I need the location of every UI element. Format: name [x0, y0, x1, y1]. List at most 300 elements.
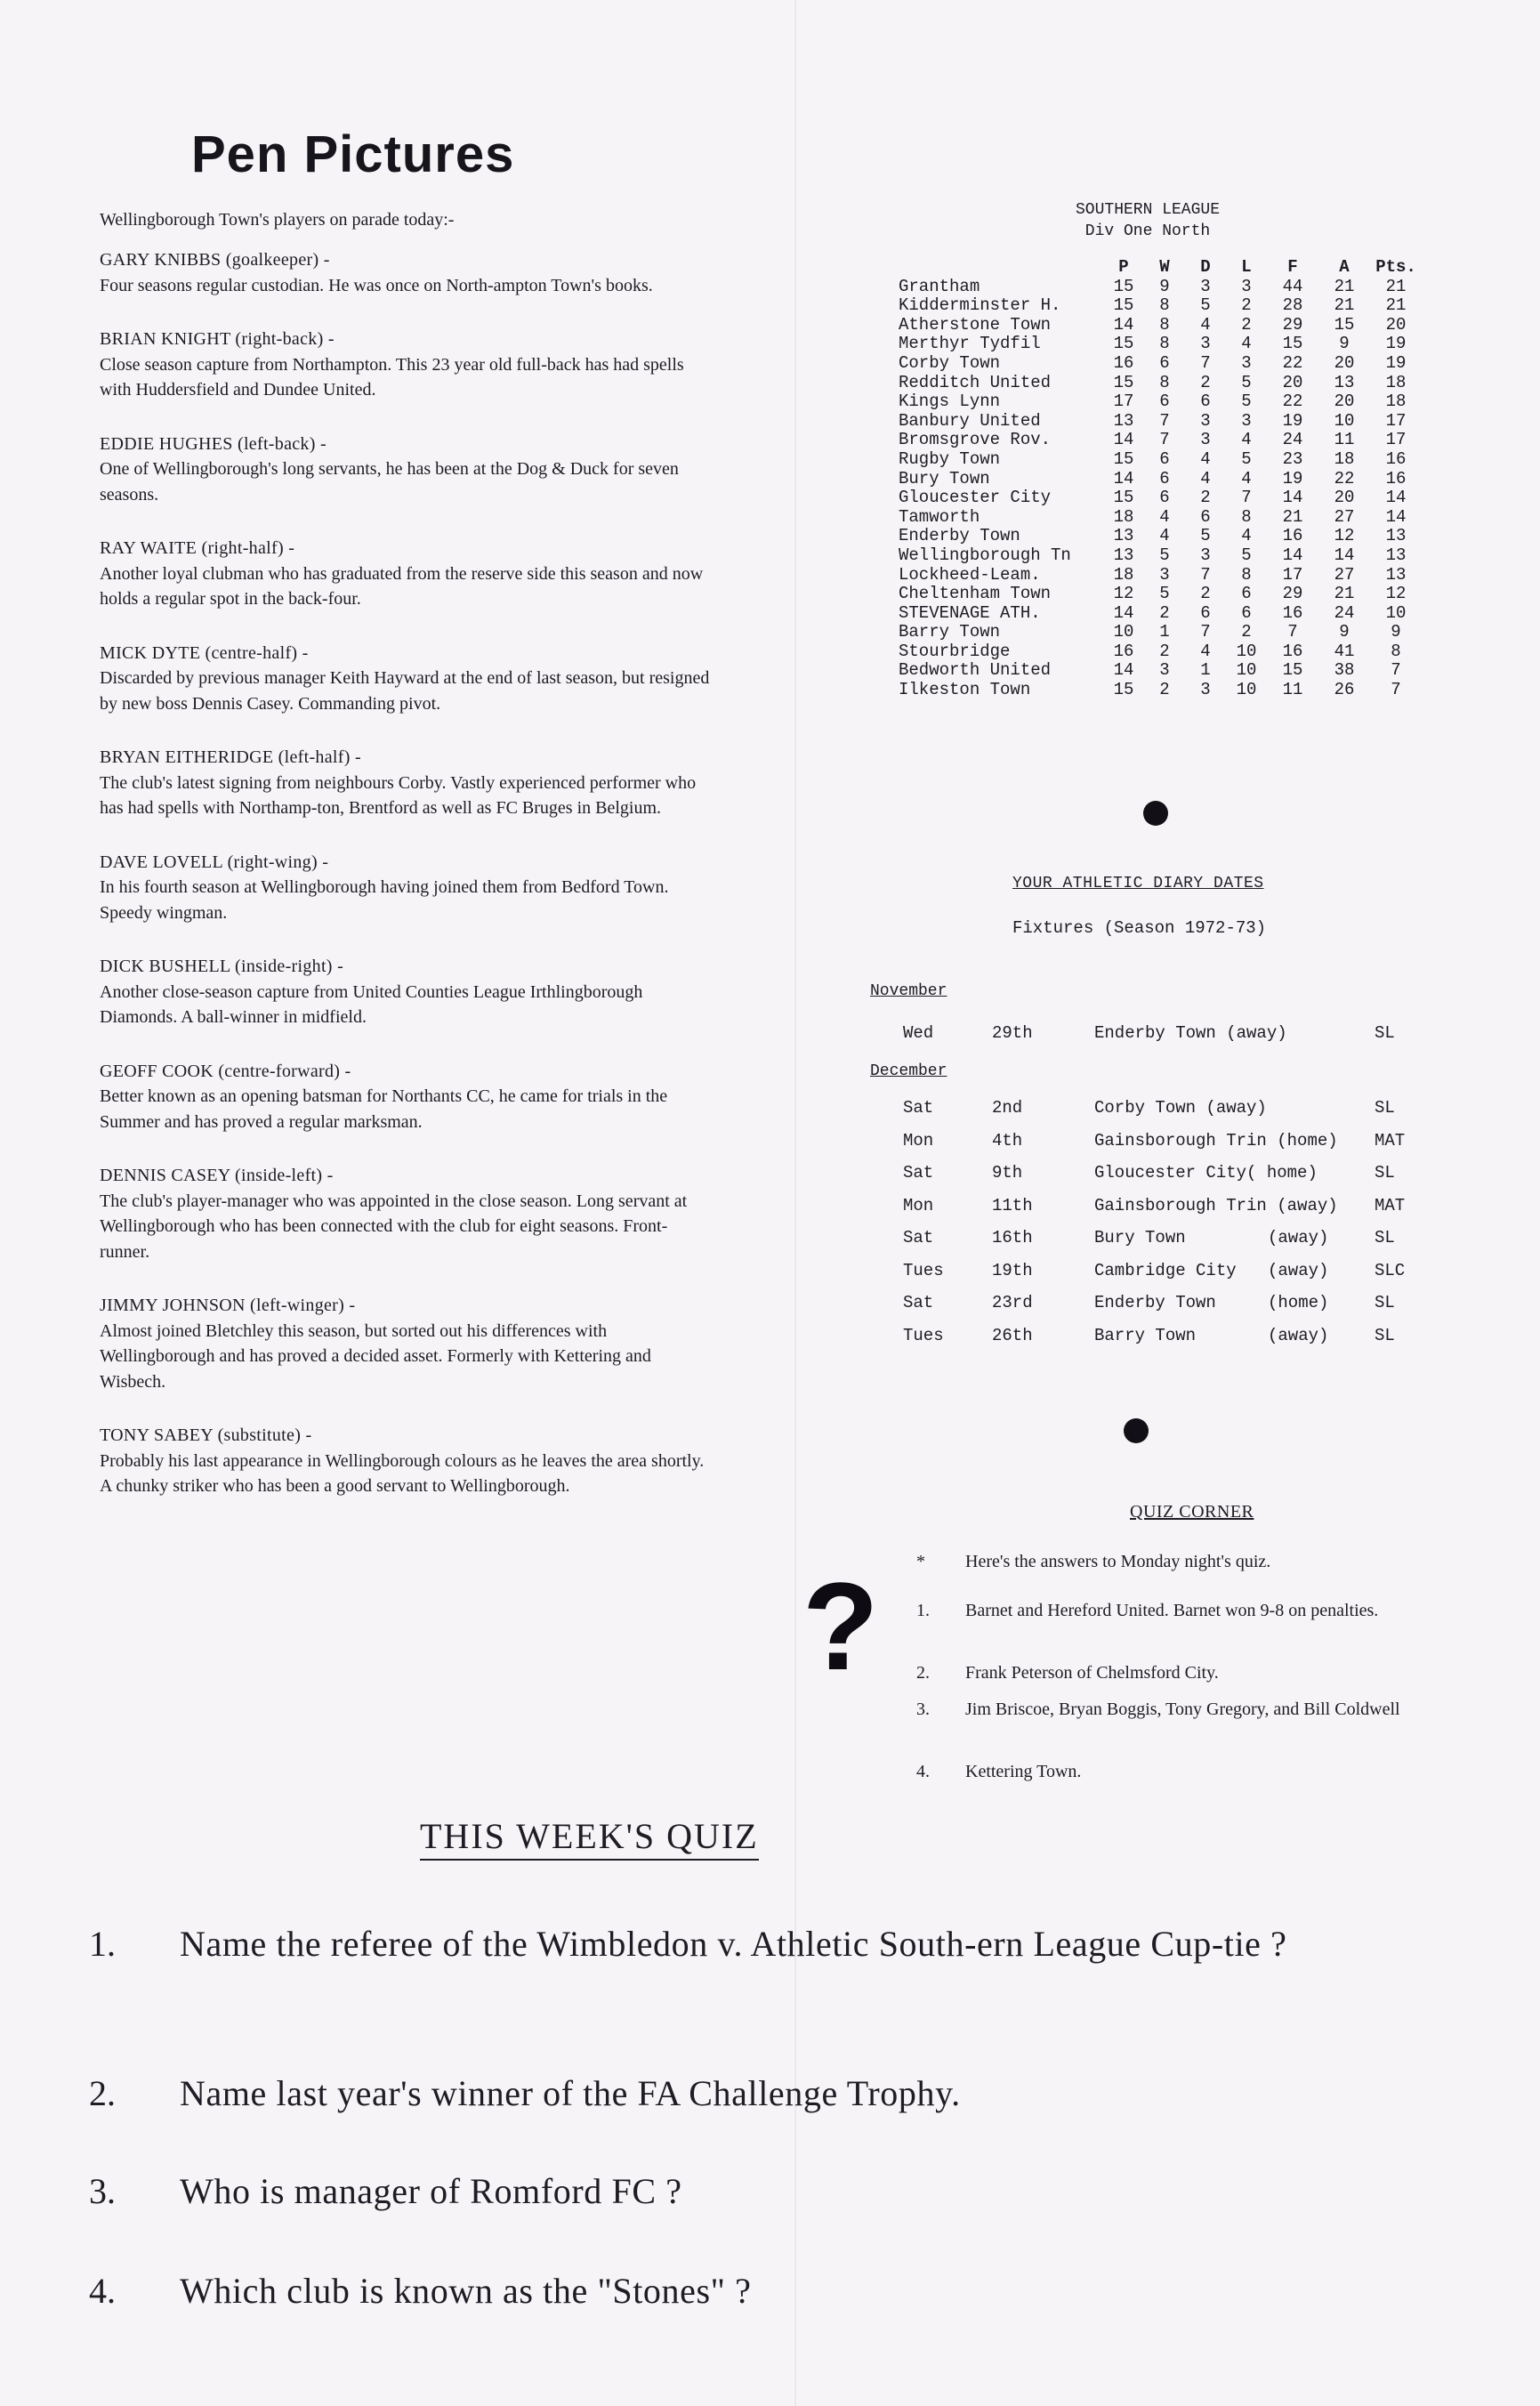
league-row [899, 450, 1422, 470]
team-stat: 9 [1391, 622, 1401, 642]
team-stat: 19 [1385, 334, 1407, 354]
player-profile [100, 1059, 714, 1135]
player-description: Another loyal clubman who has graduated from the reserve side this season and now holds a regular spot in the back-four. [100, 563, 704, 609]
team-stat: 6 [1159, 448, 1170, 469]
player-description: Four seasons regular custodian. He was once on North-ampton Town's books. [100, 275, 653, 295]
team-stat: 10 [1113, 622, 1134, 642]
team-name: Merthyr Tydfil [899, 334, 1041, 354]
fixture-opponent: Gainsborough Trin (home) [1094, 1130, 1338, 1151]
fixture-opponent: Bury Town [1094, 1228, 1186, 1247]
player-name: GARY KNIBBS (goalkeeper) - [100, 250, 330, 270]
bullet-dot-icon [1143, 801, 1168, 826]
team-stat: 22 [1334, 468, 1355, 488]
team-stat: 14 [1385, 506, 1407, 527]
team-stat: 3 [1159, 660, 1170, 681]
answer-number: 4. [916, 1762, 930, 1781]
league-row [899, 661, 1422, 681]
team-stat: 14 [1113, 468, 1134, 488]
fixture-row [867, 1131, 1419, 1159]
quiz-answer [916, 1599, 1495, 1623]
team-stat: 3 [1200, 545, 1211, 565]
fixture-venue: (away) [1268, 1325, 1329, 1345]
team-stat: 7 [1391, 680, 1401, 700]
team-stat: 8 [1241, 506, 1252, 527]
team-stat: 26 [1334, 680, 1355, 700]
team-name: Grantham [899, 276, 980, 296]
team-name: Tamworth [899, 506, 980, 527]
fixture-date: 9th [992, 1163, 1023, 1183]
team-stat: 21 [1385, 276, 1407, 296]
team-stat: 22 [1282, 392, 1303, 412]
league-row [899, 681, 1422, 700]
column-header: L [1241, 257, 1252, 277]
team-stat: 20 [1385, 314, 1407, 335]
team-name: Redditch United [899, 372, 1052, 392]
team-stat: 2 [1241, 314, 1252, 335]
fixture-day: Tues [903, 1325, 944, 1345]
team-stat: 6 [1159, 352, 1170, 373]
team-stat: 4 [1200, 314, 1211, 335]
question-mark-icon: ? [802, 1556, 879, 1696]
question-number: 2. [89, 2073, 116, 2113]
player-profile [100, 1293, 714, 1394]
quiz-answer [916, 1698, 1495, 1722]
player-name: DICK BUSHELL (inside-right) - [100, 957, 344, 976]
team-stat: 7 [1241, 488, 1252, 508]
column-header: Pts. [1375, 257, 1416, 277]
team-stat: 15 [1113, 448, 1134, 469]
league-row [899, 546, 1422, 566]
team-stat: 8 [1391, 641, 1401, 661]
column-header: P [1118, 257, 1129, 277]
pen-pictures-intro: Wellingborough Town's players on parade today:- [100, 210, 455, 230]
team-stat: 5 [1241, 392, 1252, 412]
league-row [899, 508, 1422, 528]
team-stat: 13 [1334, 372, 1355, 392]
player-profile [100, 745, 714, 821]
team-stat: 4 [1159, 506, 1170, 527]
team-stat: 5 [1241, 448, 1252, 469]
fixture-venue: (away) [1268, 1228, 1329, 1247]
team-stat: 21 [1334, 295, 1355, 316]
team-stat: 14 [1113, 602, 1134, 623]
pen-pictures-title: Pen Pictures [191, 125, 515, 183]
fixture-venue: (home) [1268, 1293, 1329, 1312]
team-name: STEVENAGE ATH. [899, 602, 1041, 623]
team-stat: 15 [1113, 295, 1134, 316]
team-stat: 4 [1200, 468, 1211, 488]
question-text: Name last year's winner of the FA Challenge Trophy. [180, 2073, 961, 2113]
fixture-row [867, 1326, 1419, 1354]
team-stat: 16 [1282, 602, 1303, 623]
league-table [899, 258, 1422, 700]
player-name: DENNIS CASEY (inside-left) - [100, 1166, 334, 1185]
team-stat: 2 [1159, 641, 1170, 661]
team-stat: 21 [1334, 276, 1355, 296]
team-stat: 12 [1334, 526, 1355, 546]
question-number: 4. [89, 2271, 116, 2311]
league-row [899, 431, 1422, 450]
team-stat: 4 [1200, 448, 1211, 469]
page-fold [794, 0, 796, 2406]
team-stat: 7 [1200, 564, 1211, 585]
weeks-quiz-title: THIS WEEK'S QUIZ [420, 1815, 759, 1861]
fixture-competition: SLC [1375, 1260, 1406, 1280]
player-description: One of Wellingborough's long servants, he has been at the Dog & Duck for seven seasons. [100, 459, 679, 505]
team-stat: 20 [1334, 488, 1355, 508]
team-stat: 5 [1241, 372, 1252, 392]
team-name: Corby Town [899, 352, 1001, 373]
team-stat: 6 [1241, 584, 1252, 604]
team-name: Gloucester City [899, 488, 1052, 508]
quiz-answer [916, 1661, 1495, 1685]
league-row [899, 392, 1422, 412]
team-stat: 15 [1113, 488, 1134, 508]
player-name: GEOFF COOK (centre-forward) - [100, 1061, 351, 1081]
quiz-question [89, 1920, 1379, 1968]
team-stat: 13 [1385, 564, 1407, 585]
team-stat: 3 [1200, 680, 1211, 700]
team-stat: 13 [1113, 526, 1134, 546]
player-name: TONY SABEY (substitute) - [100, 1425, 312, 1445]
answer-number: 1. [916, 1601, 930, 1620]
answer-number: 2. [916, 1663, 930, 1683]
team-stat: 6 [1200, 602, 1211, 623]
team-stat: 21 [1385, 295, 1407, 316]
team-stat: 21 [1334, 584, 1355, 604]
player-description: In his fourth season at Wellingborough having joined them from Bedford Town. Speedy wingman. [100, 877, 669, 923]
fixture-competition: SL [1375, 1325, 1395, 1345]
team-stat: 15 [1113, 680, 1134, 700]
question-number: 1. [89, 1924, 116, 1964]
team-stat: 2 [1200, 372, 1211, 392]
league-row [899, 642, 1422, 662]
team-stat: 8 [1241, 564, 1252, 585]
team-stat: 16 [1385, 468, 1407, 488]
player-profile [100, 432, 714, 508]
team-stat: 9 [1339, 622, 1350, 642]
question-text: Who is manager of Romford FC ? [180, 2171, 682, 2211]
team-stat: 4 [1159, 526, 1170, 546]
team-stat: 7 [1287, 622, 1298, 642]
player-list [100, 247, 714, 1528]
league-row [899, 566, 1422, 585]
team-column-header [899, 258, 1103, 278]
quiz-question [89, 2070, 1379, 2118]
player-description: Another close-season capture from United Counties League Irthlingborough Diamonds. A ball-winner in midfield. [100, 981, 643, 1027]
team-stat: 19 [1385, 352, 1407, 373]
team-name: Ilkeston Town [899, 680, 1031, 700]
fixture-row [867, 1261, 1419, 1289]
fixture-row [867, 1293, 1419, 1321]
team-stat: 8 [1159, 295, 1170, 316]
team-stat: 6 [1159, 468, 1170, 488]
team-name: Kidderminster H. [899, 295, 1061, 316]
team-stat: 17 [1113, 392, 1134, 412]
team-stat: 15 [1113, 334, 1134, 354]
team-stat: 29 [1282, 584, 1303, 604]
team-stat: 3 [1241, 352, 1252, 373]
fixture-day: Sat [903, 1293, 934, 1312]
player-description: The club's player-manager who was appointed in the close season. Long servant at Wellingborough who has been connected with the club for eight seasons. Front-runner. [100, 1191, 688, 1262]
team-stat: 14 [1334, 545, 1355, 565]
fixture-row [867, 1196, 1419, 1224]
league-row [899, 527, 1422, 546]
team-stat: 5 [1241, 545, 1252, 565]
fixture-competition: SL [1375, 1228, 1395, 1247]
team-name: Banbury United [899, 410, 1041, 431]
player-profile [100, 850, 714, 926]
fixture-day: Sat [903, 1163, 934, 1183]
answer-number: 3. [916, 1700, 930, 1719]
team-name: Enderby Town [899, 526, 1020, 546]
player-name: BRIAN KNIGHT (right-back) - [100, 329, 335, 349]
player-description: Probably his last appearance in Wellingborough colours as he leaves the area shortly. A chunky striker who has been a good servant to Wellingborough. [100, 1450, 705, 1496]
team-stat: 16 [1282, 526, 1303, 546]
question-text: Name the referee of the Wimbledon v. Athletic South-ern League Cup-tie ? [180, 1924, 1287, 1964]
team-stat: 29 [1282, 314, 1303, 335]
team-stat: 11 [1334, 430, 1355, 450]
team-stat: 4 [1200, 641, 1211, 661]
fixture-day: Tues [903, 1260, 944, 1280]
column-header: W [1159, 257, 1170, 277]
team-stat: 5 [1200, 295, 1211, 316]
team-stat: 24 [1334, 602, 1355, 623]
team-name: Cheltenham Town [899, 584, 1052, 604]
player-description: Discarded by previous manager Keith Hayward at the end of last season, but resigned by new boss Dennis Casey. Commanding pivot. [100, 668, 710, 714]
answer-text: Frank Peterson of Chelmsford City. [965, 1663, 1219, 1683]
fixture-date: 2nd [992, 1098, 1023, 1118]
player-profile [100, 536, 714, 612]
quiz-intro-text: Here's the answers to Monday night's quiz. [965, 1552, 1271, 1571]
fixture-venue: (away) [1268, 1260, 1329, 1280]
team-stat: 17 [1385, 430, 1407, 450]
team-stat: 1 [1200, 660, 1211, 681]
team-stat: 3 [1200, 410, 1211, 431]
player-name: DAVE LOVELL (right-wing) - [100, 852, 329, 872]
fixture-day: Sat [903, 1098, 934, 1118]
fixture-opponent: Enderby Town (away) [1094, 1023, 1287, 1043]
team-stat: 7 [1159, 410, 1170, 431]
fixture-opponent: Corby Town (away) [1094, 1098, 1267, 1118]
answer-text: Barnet and Hereford United. Barnet won 9-8 on penalties. [965, 1601, 1379, 1620]
fixture-date: 19th [992, 1260, 1033, 1280]
league-row [899, 412, 1422, 432]
team-stat: 4 [1241, 334, 1252, 354]
player-profile [100, 641, 714, 717]
player-profile [100, 1163, 714, 1264]
team-stat: 3 [1241, 410, 1252, 431]
team-stat: 16 [1385, 448, 1407, 469]
answer-text: Jim Briscoe, Bryan Boggis, Tony Gregory, and Bill Coldwell [965, 1700, 1400, 1719]
team-stat: 2 [1159, 602, 1170, 623]
question-text: Which club is known as the "Stones" ? [180, 2271, 752, 2311]
player-name: BRYAN EITHERIDGE (left-half) - [100, 747, 361, 767]
league-row [899, 488, 1422, 508]
team-stat: 12 [1385, 584, 1407, 604]
fixture-competition: SL [1375, 1163, 1395, 1183]
player-name: EDDIE HUGHES (left-back) - [100, 433, 327, 454]
team-stat: 7 [1391, 660, 1401, 681]
team-stat: 4 [1241, 430, 1252, 450]
quiz-question [89, 2267, 1379, 2315]
team-name: Atherstone Town [899, 314, 1052, 335]
fixture-date: 29th [992, 1023, 1033, 1043]
team-stat: 14 [1282, 545, 1303, 565]
player-description: The club's latest signing from neighbours Corby. Vastly experienced performer who has had spells with Northamp-ton, Brentford as well as FC Bruges in Belgium. [100, 772, 697, 818]
league-heading [1032, 199, 1263, 242]
team-stat: 15 [1282, 660, 1303, 681]
league-row [899, 278, 1422, 297]
team-stat: 24 [1282, 430, 1303, 450]
team-stat: 23 [1282, 448, 1303, 469]
player-description: Almost joined Bletchley this season, but sorted out his differences with Wellingborough and has proved a decided asset. Formerly with Kettering and Wisbech. [100, 1320, 651, 1392]
team-stat: 13 [1113, 410, 1134, 431]
player-profile [100, 1423, 714, 1499]
fixture-row [867, 1228, 1419, 1256]
team-stat: 3 [1200, 276, 1211, 296]
quiz-corner-title: QUIZ CORNER [1130, 1502, 1254, 1522]
team-stat: 6 [1200, 392, 1211, 412]
team-stat: 8 [1159, 372, 1170, 392]
league-title: SOUTHERN LEAGUE [1075, 201, 1221, 219]
team-stat: 14 [1113, 314, 1134, 335]
column-header: D [1200, 257, 1211, 277]
league-row [899, 354, 1422, 374]
team-stat: 19 [1282, 468, 1303, 488]
team-stat: 20 [1334, 392, 1355, 412]
team-stat: 13 [1385, 545, 1407, 565]
team-stat: 15 [1334, 314, 1355, 335]
league-row [899, 623, 1422, 642]
fixture-day: Wed [903, 1023, 934, 1043]
team-stat: 8 [1159, 334, 1170, 354]
team-stat: 16 [1113, 641, 1134, 661]
fixture-date: 4th [992, 1130, 1023, 1151]
team-stat: 5 [1200, 526, 1211, 546]
quiz-answer [916, 1760, 1495, 1784]
fixture-competition: MAT [1375, 1195, 1406, 1215]
fixture-date: 11th [992, 1195, 1033, 1215]
fixture-row [867, 1098, 1419, 1126]
player-name: RAY WAITE (right-half) - [100, 538, 295, 558]
quiz-intro-bullet: * [916, 1552, 925, 1571]
team-stat: 22 [1282, 352, 1303, 373]
question-number: 3. [89, 2171, 116, 2211]
team-stat: 18 [1385, 392, 1407, 412]
fixture-competition: SL [1375, 1023, 1395, 1043]
column-header: A [1339, 257, 1350, 277]
fixture-opponent: Gainsborough Trin (away) [1094, 1195, 1338, 1215]
team-stat: 10 [1236, 641, 1257, 661]
team-stat: 7 [1159, 430, 1170, 450]
team-stat: 10 [1236, 680, 1257, 700]
league-row [899, 585, 1422, 604]
team-stat: 17 [1282, 564, 1303, 585]
team-stat: 15 [1113, 372, 1134, 392]
fixture-competition: SL [1375, 1098, 1395, 1118]
team-stat: 15 [1113, 276, 1134, 296]
team-stat: 9 [1159, 276, 1170, 296]
team-stat: 8 [1159, 314, 1170, 335]
player-profile [100, 954, 714, 1030]
team-stat: 3 [1200, 430, 1211, 450]
team-stat: 15 [1282, 334, 1303, 354]
team-stat: 16 [1113, 352, 1134, 373]
team-stat: 16 [1282, 641, 1303, 661]
quiz-corner-intro [916, 1550, 1495, 1574]
team-stat: 38 [1334, 660, 1355, 681]
team-stat: 17 [1385, 410, 1407, 431]
league-rows [899, 278, 1422, 700]
team-stat: 6 [1241, 602, 1252, 623]
diary-subtitle: Fixtures (Season 1972-73) [1012, 918, 1267, 938]
player-name: JIMMY JOHNSON (left-winger) - [100, 1296, 356, 1315]
fixture-date: 16th [992, 1228, 1033, 1247]
player-description: Better known as an opening batsman for Northants CC, he came for trials in the Summer and has proved a regular marksman. [100, 1086, 668, 1132]
fixture-date: 23rd [992, 1293, 1033, 1312]
league-row [899, 470, 1422, 489]
player-name: MICK DYTE (centre-half) - [100, 642, 309, 663]
team-stat: 27 [1334, 564, 1355, 585]
team-stat: 20 [1282, 372, 1303, 392]
fixture-opponent: Enderby Town [1094, 1293, 1216, 1312]
league-division: Div One North [1084, 222, 1211, 240]
team-name: Kings Lynn [899, 392, 1001, 412]
team-stat: 21 [1282, 506, 1303, 527]
team-stat: 3 [1200, 334, 1211, 354]
player-description: Close season capture from Northampton. This 23 year old full-back has had spells with Huddersfield and Dundee United. [100, 354, 684, 400]
team-stat: 14 [1385, 488, 1407, 508]
team-stat: 3 [1241, 276, 1252, 296]
fixture-day: Sat [903, 1228, 934, 1247]
fixture-competition: MAT [1375, 1130, 1406, 1151]
league-row [899, 316, 1422, 335]
league-row [899, 374, 1422, 393]
team-stat: 6 [1159, 392, 1170, 412]
team-stat: 7 [1200, 352, 1211, 373]
team-name: Stourbridge [899, 641, 1011, 661]
team-stat: 2 [1159, 680, 1170, 700]
player-profile [100, 247, 714, 298]
fixture-row [867, 1023, 1419, 1052]
team-stat: 10 [1236, 660, 1257, 681]
team-stat: 2 [1241, 622, 1252, 642]
team-stat: 19 [1282, 410, 1303, 431]
team-stat: 13 [1385, 526, 1407, 546]
league-row [899, 296, 1422, 316]
team-stat: 5 [1159, 584, 1170, 604]
team-stat: 9 [1339, 334, 1350, 354]
team-stat: 18 [1334, 448, 1355, 469]
team-stat: 12 [1113, 584, 1134, 604]
team-stat: 10 [1385, 602, 1407, 623]
team-name: Bury Town [899, 468, 990, 488]
team-stat: 2 [1200, 488, 1211, 508]
fixture-competition: SL [1375, 1293, 1395, 1312]
month-label-november: November [870, 982, 947, 1000]
fixture-opponent: Gloucester City( home) [1094, 1163, 1318, 1183]
team-name: Bromsgrove Rov. [899, 430, 1052, 450]
team-stat: 18 [1113, 506, 1134, 527]
team-stat: 28 [1282, 295, 1303, 316]
team-stat: 4 [1241, 526, 1252, 546]
team-name: Wellingborough Tn [899, 545, 1071, 565]
team-stat: 2 [1241, 295, 1252, 316]
team-stat: 5 [1159, 545, 1170, 565]
team-stat: 14 [1113, 660, 1134, 681]
answer-text: Kettering Town. [965, 1762, 1082, 1781]
